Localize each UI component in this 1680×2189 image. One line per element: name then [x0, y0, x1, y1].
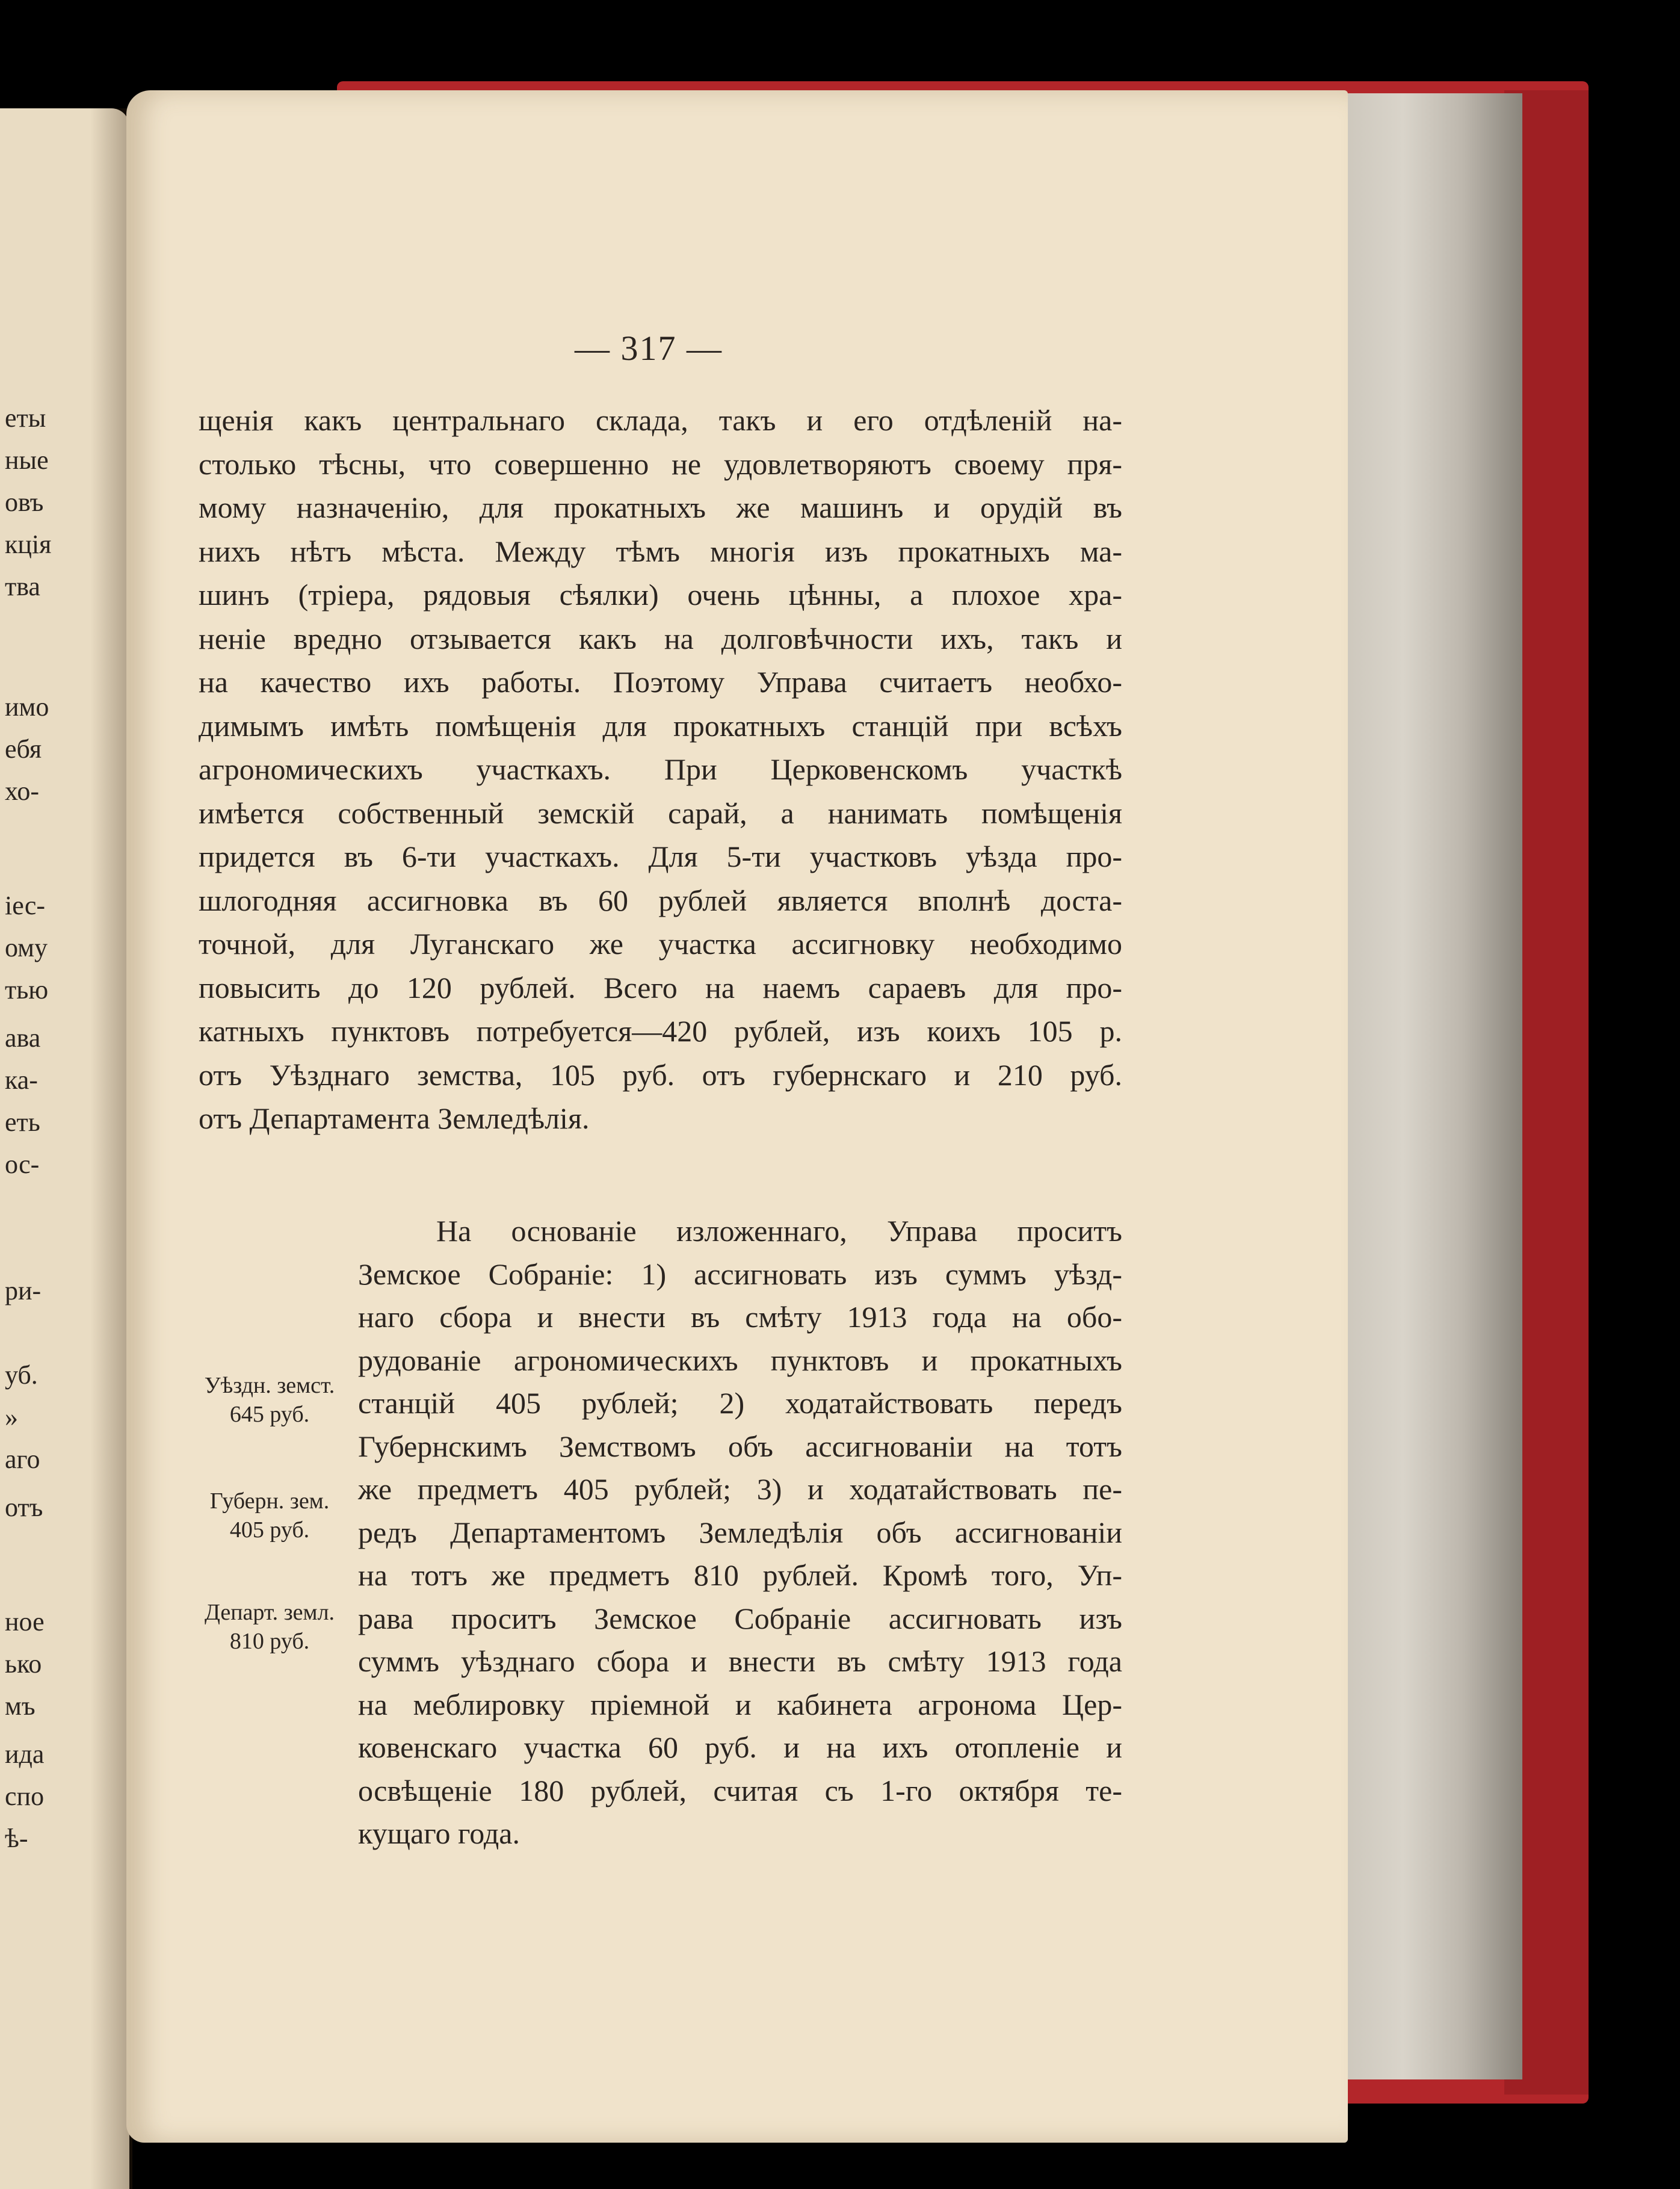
text-line: редъ Департаментомъ Земледѣлія объ ассигнованіи	[358, 1515, 1122, 1549]
left-page-fragment: ому	[5, 933, 48, 962]
margin-note-label: Департ. земл.	[204, 1600, 335, 1625]
text-line: кущаго года.	[358, 1816, 520, 1850]
text-line: неніе вредно отзывается какъ на долговѣчности ихъ, такъ и	[199, 621, 1122, 655]
text-line: На основаніе изложеннаго, Управа проситъ	[436, 1214, 1122, 1248]
left-page-fragment: ава	[5, 1023, 41, 1053]
margin-note-gubern	[191, 1487, 348, 1544]
text-line: шлогодняя ассигновка въ 60 рублей является вполнѣ доста-	[199, 883, 1122, 917]
left-page-fragment: аго	[5, 1444, 40, 1474]
text-line: шинъ (тріера, рядовыя сѣялки) очень цѣнны, а плохое хра-	[199, 578, 1122, 611]
left-page-fragment: кція	[5, 530, 52, 559]
text-line: рава проситъ Земское Собраніе ассигновать изъ	[358, 1601, 1122, 1635]
text-line: придется въ 6-ти участкахъ. Для 5-ти участковъ уѣзда про-	[199, 840, 1122, 873]
text-line: на тотъ же предметъ 810 рублей. Кромѣ того, Уп-	[358, 1558, 1122, 1592]
text-line: имѣется собственный земскій сарай, а нанимать помѣщенія	[199, 796, 1122, 830]
text-line: суммъ уѣзднаго сбора и внести въ смѣту 1913 года	[358, 1644, 1122, 1678]
text-line: щенія какъ центральнаго склада, такъ и его отдѣленій на-	[199, 403, 1122, 437]
text-line: димымъ имѣть помѣщенія для прокатныхъ станцій при всѣхъ	[199, 708, 1122, 743]
left-page-fragment: ѣ-	[5, 1824, 28, 1853]
text-line: же предметъ 405 рублей; 3) и ходатайствовать пе-	[358, 1472, 1122, 1506]
text-line: станцій 405 рублей; 2) ходатайствовать передъ	[358, 1386, 1122, 1420]
text-line: отъ Департамента Земледѣлія.	[199, 1101, 590, 1135]
text-line: повысить до 120 рублей. Всего на наемъ сараевъ для про-	[199, 970, 1122, 1005]
left-page-fragment: ебя	[5, 734, 42, 764]
page-block-edges	[1324, 93, 1522, 2079]
text-line: на меблировку пріемной и кабинета агронома Цер-	[358, 1687, 1122, 1721]
text-line: мому назначенію, для прокатныхъ же машинъ и орудій въ	[199, 491, 1122, 524]
text-line: катныхъ пунктовъ потребуется—420 рублей, изъ коихъ 105 р.	[199, 1014, 1122, 1048]
paragraph-1	[199, 398, 1122, 1141]
margin-note-amount: 810 руб.	[229, 1629, 310, 1654]
left-page-fragment: хо-	[5, 776, 39, 806]
text-line: нихъ нѣтъ мѣста. Между тѣмъ многія изъ прокатныхъ ма-	[199, 534, 1122, 568]
left-page-fragment: уб.	[5, 1360, 38, 1390]
text-line: на качество ихъ работы. Поэтому Управа считаетъ необхо-	[199, 665, 1122, 699]
left-page-fragment: ос-	[5, 1150, 40, 1179]
margin-note-label: Губерн. зем.	[209, 1488, 330, 1514]
left-page-fragment: мъ	[5, 1691, 36, 1721]
left-page-fragment: ка-	[5, 1065, 38, 1095]
left-page-fragment: спо	[5, 1782, 45, 1811]
left-page-fragment: овъ	[5, 488, 44, 517]
paragraph-2	[358, 1210, 1122, 1856]
left-page-fragment: еть	[5, 1107, 40, 1137]
margin-note-amount: 405 руб.	[229, 1517, 310, 1543]
margin-note-label: Уѣздн. земст.	[204, 1373, 335, 1398]
text-line: агрономическихъ участкахъ. При Церковенскомъ участкѣ	[199, 752, 1122, 786]
margin-note-uezd	[191, 1371, 348, 1429]
page-number: — 317 —	[575, 329, 723, 368]
left-page-fragment: отъ	[5, 1493, 43, 1522]
left-page-fragment: тва	[5, 572, 40, 601]
text-line: рудованіе агрономическихъ пунктовъ и прокатныхъ	[358, 1343, 1122, 1377]
left-page-fragment: имо	[5, 692, 49, 722]
margin-note-amount: 645 руб.	[229, 1402, 310, 1427]
left-page-fragment: ько	[5, 1649, 42, 1679]
margin-note-depart	[191, 1598, 348, 1656]
text-line: Земское Собраніе: 1) ассигновать изъ суммъ уѣзд-	[358, 1257, 1122, 1291]
left-page-fragment: ида	[5, 1739, 45, 1769]
text-line: точной, для Луганскаго же участка ассигновку необходимо	[199, 927, 1122, 961]
text-line: столько тѣсны, что совершенно не удовлетворяютъ своему пря-	[199, 447, 1122, 481]
left-page-fragment: ри-	[5, 1276, 42, 1305]
text-line: освѣщеніе 180 рублей, считая съ 1-го октября те-	[358, 1773, 1122, 1807]
text-line: Губернскимъ Земствомъ объ ассигнованіи на тотъ	[358, 1429, 1122, 1463]
left-page-fragment: ное	[5, 1607, 45, 1636]
left-page-fragment: »	[5, 1402, 18, 1432]
left-page-fragment: іес-	[5, 891, 46, 920]
text-line: наго сбора и внести въ смѣту 1913 года на обо-	[358, 1300, 1122, 1334]
left-page-fragment: тью	[5, 975, 49, 1005]
left-page-fragment: еты	[5, 403, 46, 433]
text-line: ковенскаго участка 60 руб. и на ихъ отопленіе и	[358, 1730, 1122, 1764]
text-line: отъ Уѣзднаго земства, 105 руб. отъ губернскаго и 210 руб.	[199, 1057, 1122, 1092]
left-page-fragment: ные	[5, 445, 49, 475]
